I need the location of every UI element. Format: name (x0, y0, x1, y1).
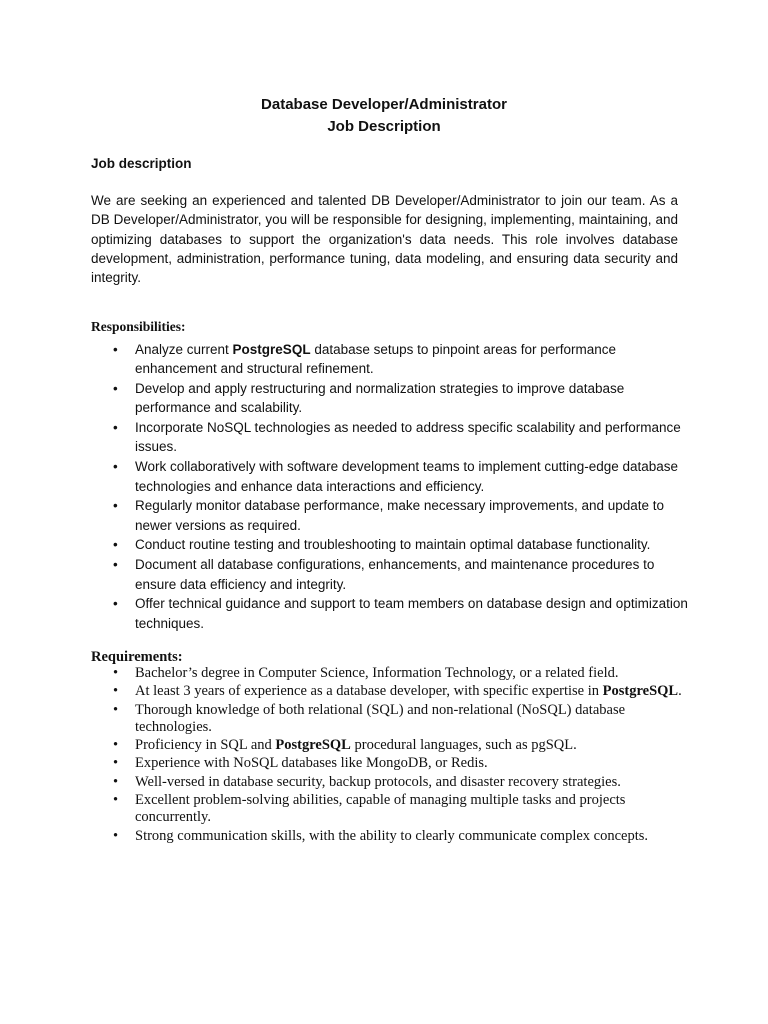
list-item: • Bachelor’s degree in Computer Science, Information Technology, or a related field. (113, 665, 619, 681)
list-item: • Regularly monitor database performance, make necessary improvements, and update to newer versions as required. (113, 498, 665, 533)
bullet-icon: • (113, 498, 118, 514)
responsibilities-list (91, 340, 691, 633)
list-item: • Conduct routine testing and troubleshooting to maintain optimal database functionality. (91, 535, 691, 554)
bullet-icon: • (113, 420, 118, 436)
bullet-icon: • (113, 537, 118, 553)
document-title (0, 94, 768, 138)
list-item: • Excellent problem-solving abilities, capable of managing multiple tasks and projects concurrently. (113, 792, 626, 826)
title-line-2: Job Description (327, 118, 441, 135)
list-item: • Strong communication skills, with the ability to clearly communicate complex concepts. (113, 827, 649, 844)
bullet-icon: • (113, 381, 118, 397)
bullet-icon: • (113, 557, 118, 573)
responsibilities-heading: Responsibilities: (91, 319, 186, 334)
list-item: • Well-versed in database security, backup protocols, and disaster recovery strategies. (113, 773, 621, 790)
bullet-icon: • (113, 342, 118, 357)
bullet-icon: • (113, 792, 119, 809)
list-item: • Experience with NoSQL databases like MongoDB, or Redis. (113, 755, 488, 772)
requirements-list (91, 665, 691, 846)
list-item: • Offer technical guidance and support to team members on database design and optimization techniques. (113, 596, 688, 631)
list-item: • Document all database configurations, enhancements, and maintenance procedures to ensure data efficiency and integrity. (113, 557, 655, 592)
intro-paragraph: We are seeking an experienced and talented DB Developer/Administrator to join our team. As a DB Developer/Administrator, you will be responsible for designing, implementing, maintaining, and optimizing databases to support the organization's data needs. This role involves database development, administration, performance tuning, data modeling, and ensuring data security and integrity. (91, 193, 678, 286)
list-item: • Analyze current PostgreSQL database setups to pinpoint areas for performance enhancement and structural refinement. (113, 342, 616, 377)
bullet-icon: • (113, 827, 119, 844)
bullet-icon: • (113, 459, 118, 475)
bullet-icon: • (113, 773, 119, 790)
list-item: • Incorporate NoSQL technologies as needed to address specific scalability and performance issues. (113, 420, 681, 455)
list-item: • Develop and apply restructuring and normalization strategies to improve database performance and scalability. (113, 381, 625, 416)
requirements-heading: Requirements: (91, 649, 183, 665)
bullet-icon: • (113, 737, 119, 754)
highlight-term: PostgreSQL (275, 737, 351, 754)
bullet-icon: • (113, 683, 119, 700)
bullet-icon: • (113, 665, 119, 681)
bullet-icon: • (113, 701, 119, 718)
highlight-term: PostgreSQL (232, 342, 311, 357)
list-item: • At least 3 years of experience as a database developer, with specific expertise in PostgreSQL. (113, 683, 682, 700)
job-description-heading: Job description (91, 156, 192, 171)
bullet-icon: • (113, 755, 119, 772)
list-item: • Thorough knowledge of both relational (SQL) and non-relational (NoSQL) database technologies. (113, 701, 626, 735)
list-item: • Proficiency in SQL and PostgreSQL procedural languages, such as pgSQL. (113, 737, 577, 754)
highlight-term: PostgreSQL (602, 683, 679, 700)
list-item: • Work collaboratively with software development teams to implement cutting-edge database technologies and enhance data interactions and efficiency. (113, 459, 679, 494)
bullet-icon: • (113, 596, 118, 612)
title-line-1: Database Developer/Administrator (261, 96, 507, 113)
